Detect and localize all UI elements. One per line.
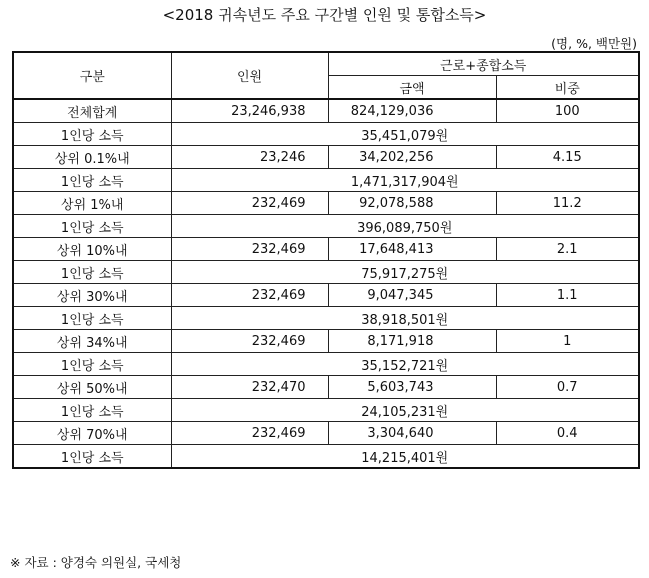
row-label: 상위 70%내 <box>13 422 171 445</box>
row-people: 232,469 <box>171 284 328 307</box>
table-header <box>13 52 639 99</box>
header-amount: 금액 <box>328 76 496 100</box>
row-label: 상위 50%내 <box>13 376 171 399</box>
per-capita-label: 1인당 소득 <box>13 307 171 330</box>
table-row-per-capita <box>13 123 639 146</box>
row-share: 0.4 <box>496 422 639 445</box>
per-capita-label: 1인당 소득 <box>13 445 171 469</box>
header-share: 비중 <box>496 76 639 100</box>
table-row <box>13 330 639 353</box>
table-row-per-capita <box>13 353 639 376</box>
row-amount: 824,129,036 <box>328 99 496 123</box>
table-body <box>13 99 639 468</box>
document-title: <2018 귀속년도 주요 구간별 인원 및 통합소득> <box>162 6 487 24</box>
per-capita-value: 24,105,231원 <box>171 399 639 422</box>
header-people: 인원 <box>171 52 328 99</box>
table-row-per-capita <box>13 307 639 330</box>
per-capita-label: 1인당 소득 <box>13 215 171 238</box>
row-label: 상위 30%내 <box>13 284 171 307</box>
per-capita-label: 1인당 소득 <box>13 261 171 284</box>
per-capita-value: 396,089,750원 <box>171 215 639 238</box>
row-people: 23,246,938 <box>171 99 328 123</box>
per-capita-label: 1인당 소득 <box>13 123 171 146</box>
income-table <box>12 51 640 469</box>
per-capita-value: 14,215,401원 <box>171 445 639 469</box>
row-share: 1 <box>496 330 639 353</box>
row-amount: 34,202,256 <box>328 146 496 169</box>
row-share: 1.1 <box>496 284 639 307</box>
row-label: 상위 0.1%내 <box>13 146 171 169</box>
table-row-per-capita <box>13 261 639 284</box>
row-amount: 9,047,345 <box>328 284 496 307</box>
row-share: 11.2 <box>496 192 639 215</box>
row-label: 상위 10%내 <box>13 238 171 261</box>
table-row <box>13 146 639 169</box>
table-row-per-capita <box>13 215 639 238</box>
source-note: ※ 자료 : 양경숙 의원실, 국세청 <box>10 555 182 570</box>
per-capita-value: 35,451,079원 <box>171 123 639 146</box>
row-amount: 3,304,640 <box>328 422 496 445</box>
row-label: 상위 1%내 <box>13 192 171 215</box>
table-row <box>13 284 639 307</box>
row-people: 23,246 <box>171 146 328 169</box>
row-people: 232,469 <box>171 238 328 261</box>
row-share: 4.15 <box>496 146 639 169</box>
row-share: 0.7 <box>496 376 639 399</box>
header-category: 구분 <box>13 52 171 99</box>
row-label: 전체합계 <box>13 99 171 123</box>
row-amount: 8,171,918 <box>328 330 496 353</box>
row-share: 2.1 <box>496 238 639 261</box>
row-label: 상위 34%내 <box>13 330 171 353</box>
table-row <box>13 192 639 215</box>
row-people: 232,469 <box>171 422 328 445</box>
table-row-per-capita <box>13 399 639 422</box>
row-share: 100 <box>496 99 639 123</box>
row-people: 232,469 <box>171 330 328 353</box>
row-people: 232,470 <box>171 376 328 399</box>
per-capita-value: 38,918,501원 <box>171 307 639 330</box>
header-income-group: 근로+종합소득 <box>328 52 639 76</box>
table-row <box>13 99 639 123</box>
per-capita-value: 35,152,721원 <box>171 353 639 376</box>
table-row-per-capita <box>13 445 639 469</box>
table-row-per-capita <box>13 169 639 192</box>
table-row <box>13 376 639 399</box>
per-capita-label: 1인당 소득 <box>13 353 171 376</box>
row-amount: 92,078,588 <box>328 192 496 215</box>
per-capita-value: 1,471,317,904원 <box>171 169 639 192</box>
unit-note: (명, %, 백만원) <box>551 36 637 51</box>
table-row <box>13 238 639 261</box>
row-people: 232,469 <box>171 192 328 215</box>
per-capita-label: 1인당 소득 <box>13 169 171 192</box>
per-capita-label: 1인당 소득 <box>13 399 171 422</box>
per-capita-value: 75,917,275원 <box>171 261 639 284</box>
row-amount: 17,648,413 <box>328 238 496 261</box>
row-amount: 5,603,743 <box>328 376 496 399</box>
table-row <box>13 422 639 445</box>
